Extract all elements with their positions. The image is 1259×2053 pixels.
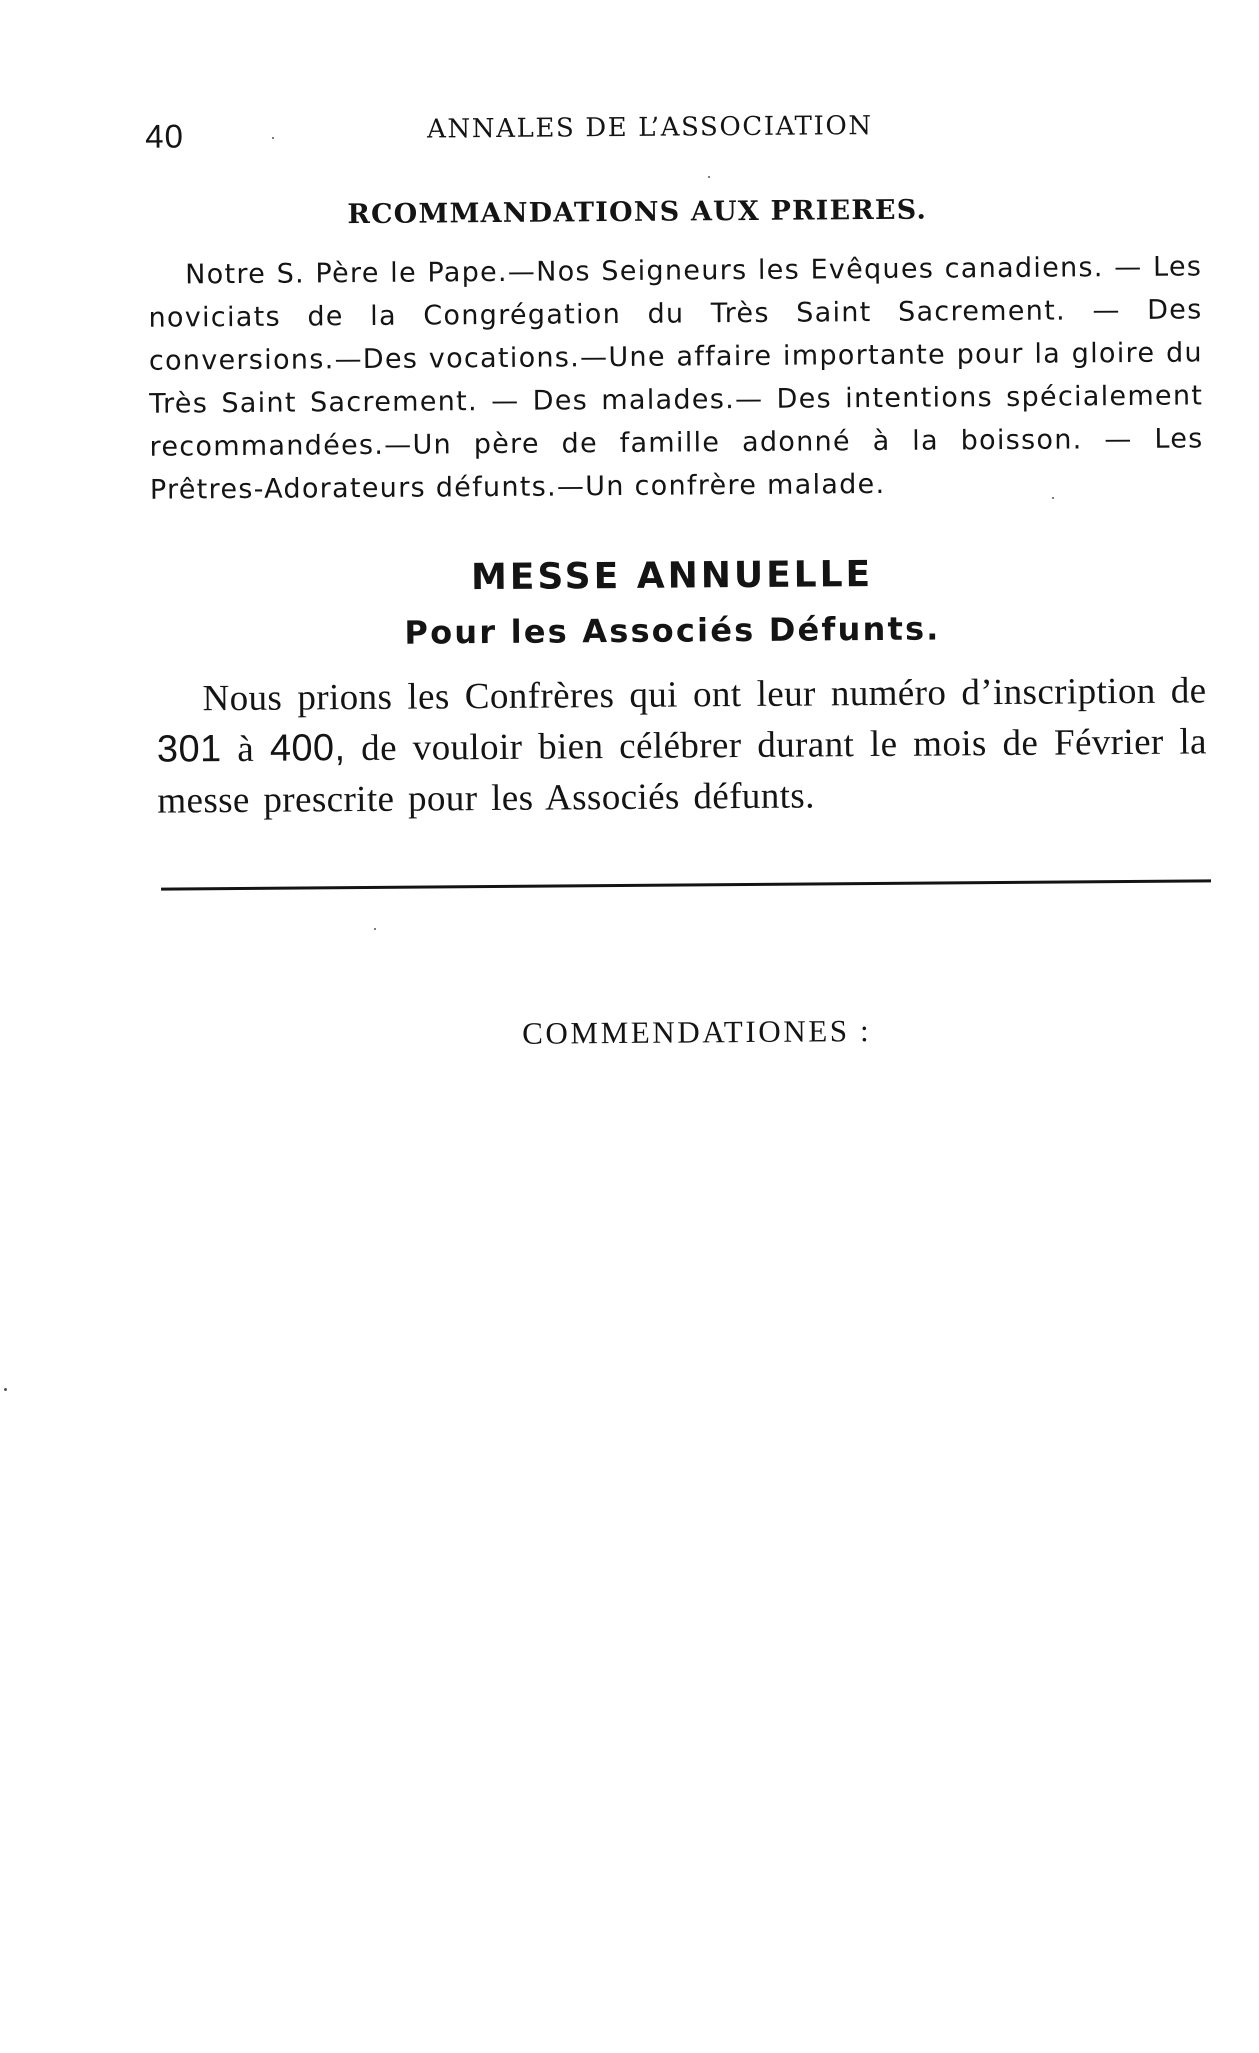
running-head: ANNALES DE L’ASSOCIATION	[426, 111, 873, 145]
messe-body	[156, 665, 1207, 826]
messe-body-part2: à	[221, 728, 271, 771]
speck	[272, 137, 274, 139]
messe-subtitle: Pour les Associés Défunts.	[404, 609, 941, 652]
number-to: 400,	[269, 727, 346, 770]
speck	[1052, 497, 1054, 499]
messe-body-part1: Nous prions les Confrères qui ont leur numéro d’inscription de	[202, 670, 1207, 720]
page-number: 40	[144, 117, 184, 155]
commendationes-heading: COMMENDATIONES :	[522, 1013, 872, 1051]
horizontal-rule	[161, 879, 1211, 890]
recommandations-body: Notre S. Père le Pape.—Nos Seigneurs les Evêques canadiens. — Les noviciats de la Congrégation du Très Saint Sacrement. — Des conversions.—Des vocations.—Une affaire importante pour la gloire du Très Saint Sacrement. — Des malades.— Des intentions spécialement recommandées.—Un père de famille adonné à la boisson. — Les Prêtres-Adorateurs défunts.—Un confrère malade.	[148, 251, 1204, 506]
speck	[708, 176, 710, 178]
messe-body-part3: de vouloir bien célébrer durant le mois de Février la messe prescrite pour les Associés défunts.	[157, 721, 1208, 822]
number-from: 301	[156, 728, 222, 771]
speck	[374, 928, 376, 930]
recommandations-title: RCOMMANDATIONS AUX PRIERES.	[347, 194, 928, 231]
messe-title: MESSE ANNUELLE	[470, 554, 874, 599]
speck	[4, 1388, 7, 1391]
